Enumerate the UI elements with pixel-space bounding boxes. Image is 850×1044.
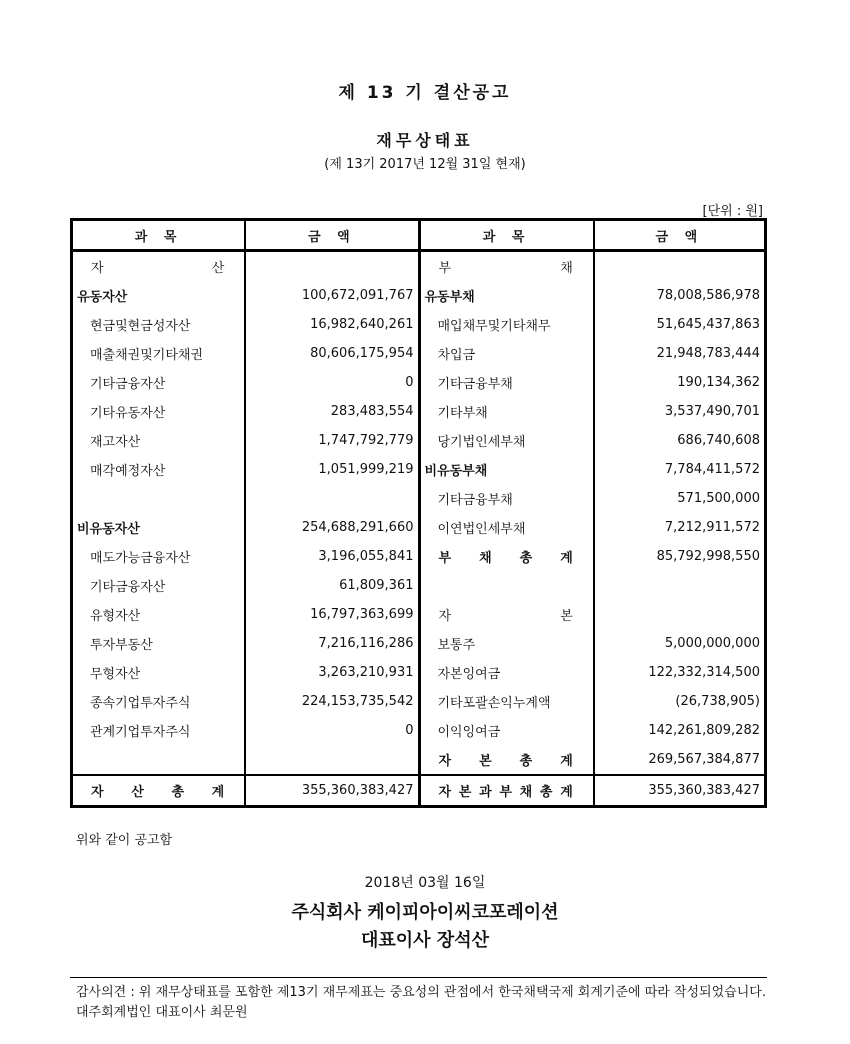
spread-char: 채: [479, 551, 492, 566]
table-row: [72, 658, 766, 687]
liability-account: 이익잉여금: [419, 716, 594, 745]
asset-amount: 16,797,363,699: [245, 600, 419, 629]
company-name: 주식회사 케이피아이씨코포레이션: [291, 902, 559, 923]
liability-amount: 51,645,437,863: [656, 317, 760, 332]
asset-account: [72, 484, 246, 513]
table-row: [72, 426, 766, 455]
table-row: [72, 571, 766, 600]
spread-char: 과: [479, 785, 492, 800]
audit-opinion: 감사의견 : 위 재무상태표를 포함한 제13기 재무제표는 중요성의 관점에서 한국채택국제 회계기준에 따라 작성되었습니다. 대주회계법인 대표이사 최문원: [76, 985, 766, 1020]
liability-account: 차입금: [419, 339, 594, 368]
table-row: [72, 687, 766, 716]
asset-amount: 0: [245, 368, 419, 397]
liability-account: 기타금융부채: [419, 484, 594, 513]
liability-amount: 571,500,000: [677, 491, 760, 506]
liability-amount: (26,738,905): [675, 694, 760, 709]
section-char: 자: [91, 261, 104, 276]
table-row: [72, 455, 766, 484]
spread-char: 산: [131, 785, 144, 800]
section-assets-label: [72, 251, 246, 282]
notice-statement: 위와 같이 공고함: [76, 833, 173, 848]
table-row: [72, 397, 766, 426]
table-row: [72, 745, 766, 775]
asset-amount: 0: [245, 716, 419, 745]
asset-account: 유동자산: [72, 281, 246, 310]
publication-date: 2018년 03월 16일: [364, 875, 486, 891]
asset-account: 투자부동산: [72, 629, 246, 658]
total-assets-amount: 355,360,383,427: [245, 775, 419, 807]
asset-amount: 61,809,361: [245, 571, 419, 600]
liability-account: 기타포괄손익누계액: [419, 687, 594, 716]
table-row: [72, 281, 766, 310]
section-char: 부: [438, 261, 452, 276]
table-row: [72, 629, 766, 658]
liability-amount: 190,134,362: [677, 375, 760, 390]
liability-amount: 122,332,314,500: [648, 665, 760, 680]
spread-char: 계: [560, 754, 573, 769]
asset-account: [72, 745, 246, 775]
spread-char: 본: [560, 609, 573, 624]
table-row: [72, 339, 766, 368]
total-assets-label: [72, 775, 246, 807]
liability-account: 매입채무및기타채무: [419, 310, 594, 339]
balance-sheet-table: [70, 218, 767, 808]
asset-account: 매출채권및기타채권: [72, 339, 246, 368]
asset-account: 매각예정자산: [72, 455, 246, 484]
unit-label: [단위 : 원]: [702, 204, 763, 219]
liability-amount: [594, 600, 766, 629]
section-char: 산: [211, 261, 225, 276]
spread-char: 부: [438, 551, 452, 566]
liability-subtotal-label: [419, 745, 594, 775]
asset-amount: 224,153,735,542: [245, 687, 419, 716]
liability-account: 비유동부채: [419, 455, 594, 484]
asset-account: 매도가능금융자산: [72, 542, 246, 571]
spread-char: 자: [438, 754, 452, 769]
equity-section-label: [419, 600, 594, 629]
liability-amount: 21,948,783,444: [656, 346, 760, 361]
section-row: [72, 251, 766, 282]
spread-char: 총: [171, 785, 184, 800]
header-amount-left: 금 액: [245, 220, 419, 251]
asset-account: 관계기업투자주식: [72, 716, 246, 745]
total-liabilities-equity-amount: 355,360,383,427: [594, 775, 766, 807]
liability-account: 자본잉여금: [419, 658, 594, 687]
asset-account: 재고자산: [72, 426, 246, 455]
section-char: 채: [560, 261, 573, 276]
table-row: [72, 542, 766, 571]
asset-amount: 80,606,175,954: [245, 339, 419, 368]
liability-amount: 7,212,911,572: [664, 520, 760, 535]
liability-amount: 142,261,809,282: [648, 723, 760, 738]
liability-account: 당기법인세부채: [419, 426, 594, 455]
asset-account: 종속기업투자주식: [72, 687, 246, 716]
spread-char: 총: [539, 785, 553, 800]
asset-amount: 16,982,640,261: [245, 310, 419, 339]
spread-char: 계: [211, 785, 225, 800]
spread-char: 계: [560, 551, 573, 566]
spread-char: 자: [91, 785, 104, 800]
section-liabilities-label: [419, 251, 594, 282]
asset-amount: 254,688,291,660: [245, 513, 419, 542]
asset-amount: [245, 745, 419, 775]
spread-char: 자: [438, 785, 452, 800]
header-account-left: 과 목: [72, 220, 246, 251]
asset-account: 무형자산: [72, 658, 246, 687]
asset-amount: [245, 484, 419, 513]
asset-amount: 283,483,554: [245, 397, 419, 426]
total-liabilities-equity-label: [419, 775, 594, 807]
liability-account: 유동부채: [419, 281, 594, 310]
header-amount-right: 금 액: [594, 220, 766, 251]
asset-account: 기타금융자산: [72, 368, 246, 397]
asset-account: 현금및현금성자산: [72, 310, 246, 339]
spread-char: 총: [519, 754, 533, 769]
liability-amount: 85,792,998,550: [656, 549, 760, 564]
asset-account: 기타유동자산: [72, 397, 246, 426]
statement-title: 재무상태표: [376, 131, 474, 150]
liability-amount: 78,008,586,978: [656, 288, 760, 303]
asset-amount: 3,196,055,841: [245, 542, 419, 571]
total-row: [72, 775, 766, 807]
liability-amount: 5,000,000,000: [664, 636, 760, 651]
divider: [70, 977, 767, 978]
spread-char: 자: [438, 609, 452, 624]
statement-period: (제 13기 2017년 12월 31일 현재): [324, 157, 526, 172]
liability-account: 이연법인세부채: [419, 513, 594, 542]
spread-char: 채: [519, 785, 533, 800]
header-account-right: 과 목: [419, 220, 594, 251]
notice-title: 제 13 기 결산공고: [338, 83, 512, 103]
liability-account: [419, 571, 594, 600]
spread-char: 총: [519, 551, 533, 566]
spread-char: 본: [458, 785, 472, 800]
asset-amount: 3,263,210,931: [245, 658, 419, 687]
asset-account: 기타금융자산: [72, 571, 246, 600]
table-row: [72, 716, 766, 745]
liability-amount: 7,784,411,572: [664, 462, 760, 477]
liability-account: 기타부채: [419, 397, 594, 426]
liability-amount: 269,567,384,877: [648, 752, 760, 767]
spread-char: 계: [560, 785, 573, 800]
liability-account: 보통주: [419, 629, 594, 658]
table-row: [72, 310, 766, 339]
spread-char: 부: [499, 785, 512, 800]
liability-amount: 3,537,490,701: [664, 404, 760, 419]
asset-account: 비유동자산: [72, 513, 246, 542]
spread-char: 본: [479, 754, 492, 769]
table-row: [72, 600, 766, 629]
asset-account: 유형자산: [72, 600, 246, 629]
asset-amount: 1,747,792,779: [245, 426, 419, 455]
table-row: [72, 484, 766, 513]
table-header-row: [72, 220, 766, 251]
ceo-name: 대표이사 장석산: [361, 930, 489, 951]
table-row: [72, 513, 766, 542]
liability-subtotal-label: [419, 542, 594, 571]
table-row: [72, 368, 766, 397]
liability-amount: [594, 571, 766, 600]
asset-amount: 7,216,116,286: [245, 629, 419, 658]
liability-account: 기타금융부채: [419, 368, 594, 397]
asset-amount: 1,051,999,219: [245, 455, 419, 484]
asset-amount: 100,672,091,767: [245, 281, 419, 310]
liability-amount: 686,740,608: [677, 433, 760, 448]
